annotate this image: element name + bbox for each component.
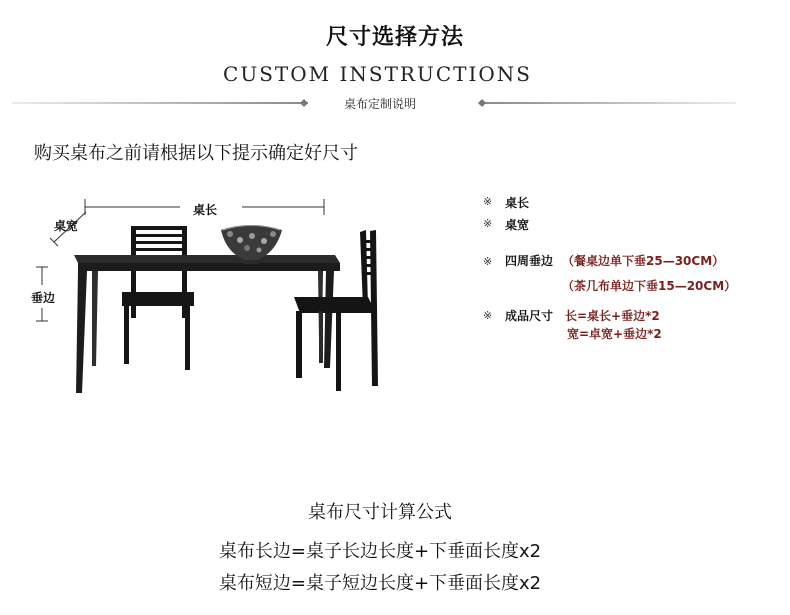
spec-table-length: 桌长 — [505, 196, 530, 210]
chair-left — [122, 226, 194, 370]
intro-text: 购买桌布之前请根据以下提示确定好尺寸 — [34, 143, 358, 164]
bullet-mark: ※ — [483, 195, 493, 208]
bullet-mark: ※ — [483, 255, 493, 268]
bullet-mark: ※ — [483, 217, 493, 230]
divider-diamond-right-icon — [478, 99, 486, 107]
spec-drop-note-dining: （餐桌边单下垂25—30CM） — [562, 254, 725, 268]
bullet-mark: ※ — [483, 309, 493, 322]
table-illustration — [30, 190, 390, 400]
divider-right — [484, 102, 736, 104]
spec-finished-size: 成品尺寸 — [505, 309, 554, 323]
divider-left — [12, 102, 308, 104]
chair-right — [294, 230, 378, 391]
spec-drop-note-coffee: （茶几布单边下垂15—20CM） — [562, 279, 737, 293]
drop-label: 垂边 — [31, 291, 56, 305]
page-title: 尺寸选择方法 — [325, 25, 464, 50]
spec-finished-length: 长=桌长+垂边*2 — [565, 309, 660, 323]
formula-short-side: 桌布短边=桌子短边长度+下垂面长度x2 — [218, 573, 542, 594]
formula-long-side: 桌布长边=桌子长边长度+下垂面长度x2 — [218, 541, 542, 562]
spec-finished-width: 宽=卓宽+垂边*2 — [567, 327, 662, 341]
section-caption: 桌布定制说明 — [343, 97, 416, 111]
page-subtitle: CUSTOM INSTRUCTIONS — [223, 62, 532, 86]
width-label: 桌宽 — [54, 219, 79, 233]
spec-table-width: 桌宽 — [505, 218, 530, 232]
length-label: 桌长 — [193, 203, 218, 217]
divider-diamond-left-icon — [300, 99, 308, 107]
spec-drop: 四周垂边 — [505, 254, 554, 268]
formula-title: 桌布尺寸计算公式 — [308, 502, 452, 523]
